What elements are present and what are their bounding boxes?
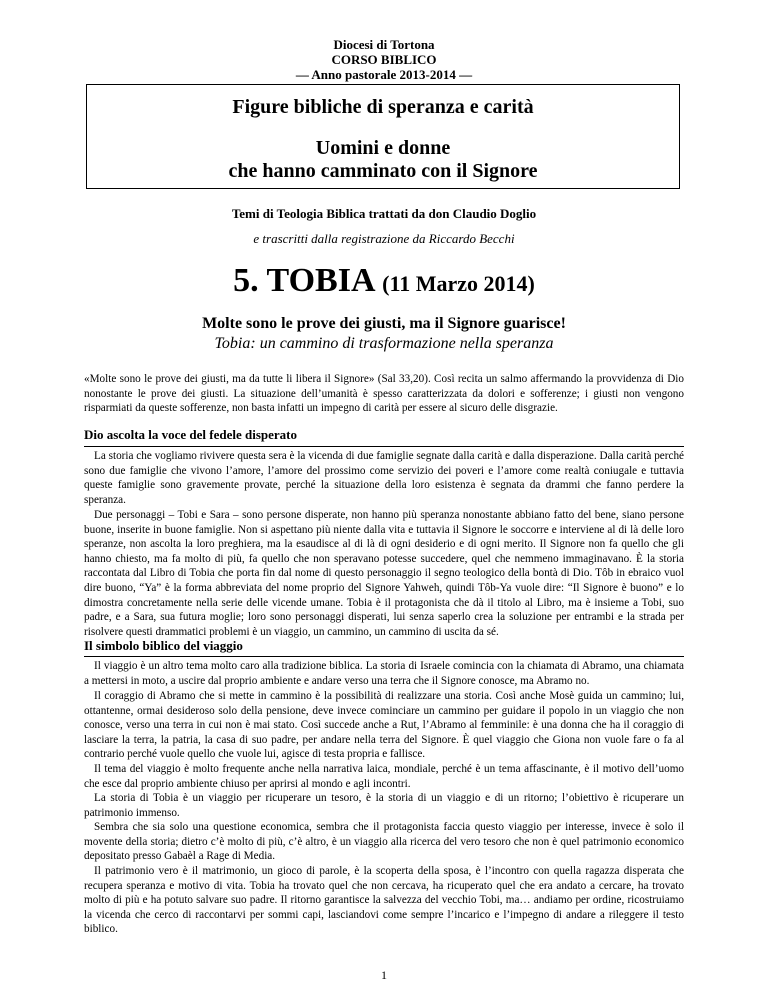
section-heading-1: Dio ascolta la voce del fedele disperato [84, 427, 298, 442]
section1-paragraph-2: Due personaggi – Tobi e Sara – sono persone disperate, non hanno più speranza nonostante abbiano fatto del bene, siano persone buone, inserite in buone famiglie. Non si aspettano più niente dalla vita e tuttavia il Signore le soccorre e interviene al di là delle loro speranze, non ascolta la loro preghiera, ma la esaudisce al di là di ogni desiderio e di ogni merito. Il Signore non fa quello che gli hanno chiesto, ma fa molto di più, fa quello che non speravano potesse succedere, quel che nemmeno immaginavano. È la storia raccontata dal Libro di Tobia che porta fin dal nome di questo personaggio il segno teologico della bontà di Dio. Tôb in ebraico vuol dire buono, “Ya” è la forma abbreviata del nome proprio del Signore Yahweh, quindi Tôb-Ya vuole dire: “Il Signore è buono” e lo dimostra concretamente nella serie delle vicende umane. Tobia è il protagonista che dà il titolo al Libro, ma è insieme a Tobi, suo padre, e a Sara, sua futura moglie; loro sono personaggi disperati, lui senza saperlo crea la soluzione per entrambi e la strada per risolvere questi drammatici problemi è un viaggio, un cammino, un cammino di uscita da sé. [84, 509, 684, 638]
header-year: — Anno pastorale 2013-2014 — [295, 67, 473, 82]
lesson-title [0, 262, 768, 300]
series-subtitle-line1: Uomini e donne [315, 137, 451, 159]
section2-paragraph-4: La storia di Tobia è un viaggio per ricuperare un tesoro, è la storia di un viaggio e di un ritorno; l’obiettivo è ricuperare un patrimonio immenso. [84, 792, 684, 819]
series-title: Figure bibliche di speranza e carità [232, 96, 534, 118]
section2-paragraph-5: Sembra che sia solo una questione economica, sembra che il protagonista faccia questo viaggio per interesse, invece è solo il movente della storia; dietro c’è molto di più, c’è altro, è un viaggio alla ricerca del vero tesoro che non è quel patrimonio economico depositato presso Gabaèl a Rage di Media. [84, 821, 684, 863]
section2-paragraph-1: Il viaggio è un altro tema molto caro alla tradizione biblica. La storia di Israele comincia con la chiamata di Abramo, una chiamata a mettersi in moto, a uscire dal proprio ambiente e andare verso una terra che il Signore conosce, ma Abramo no. [84, 660, 684, 687]
section-divider-2 [84, 656, 684, 657]
lesson-number-title: 5. TOBIA [233, 262, 374, 299]
credits-author: Temi di Teologia Biblica trattati da don Claudio Doglio [231, 206, 537, 221]
lesson-subtitle: Molte sono le prove dei giusti, ma il Signore guarisce! [202, 315, 566, 332]
header-course: CORSO BIBLICO [331, 52, 437, 67]
series-subtitle-line2: che hanno camminato con il Signore [228, 160, 538, 182]
section2-paragraph-2: Il coraggio di Abramo che si mette in cammino è la possibilità di realizzare una storia. Così anche Mosè guida un cammino; lui, ottantenne, ormai desideroso solo della pensione, deve invece cominciare un cammino per guidare il popolo in un viaggio che non conosce, verso una terra in cui non è mai stato. Così succede anche a Rut, l’Abramo al femminile: è una donna che ha il coraggio di lasciare la terra, la patria, la casa di suo padre, per andare nella terra del Signore. È quel viaggio che Giona non vuole fare o fa al contrario perché vuole quello che vuole lui, agisce di testa propria e fallisce. [84, 690, 684, 761]
section2-paragraph-3: Il tema del viaggio è molto frequente anche nella narrativa laica, mondiale, perché è un tema affascinante, è il motivo dell’uomo che esce dal proprio ambiente chiuso per aprirsi al mondo e agli incontri. [84, 763, 684, 790]
title-box [86, 84, 680, 189]
intro-paragraph: «Molte sono le prove dei giusti, ma da tutte li libera il Signore» (Sal 33,20). Così recita un salmo affermando la provvidenza di Dio nonostante le prove dei giusti. La situazione dell’umanità è spesso caratterizzata da dolori e sofferenze; i giusti non vengono risparmiati da queste sofferenze, non basta infatti un impegno di carità per essere al sicuro delle disgrazie. [84, 373, 684, 415]
section-heading-2: Il simbolo biblico del viaggio [84, 638, 243, 653]
credits-transcriber: e trascritti dalla registrazione da Riccardo Becchi [253, 231, 515, 246]
section1-paragraph-1: La storia che vogliamo rivivere questa sera è la vicenda di due famiglie segnate dalla carità e dalla disperazione. Dalla carità perché sono due famiglie che vivono l’amore, l’amore del prossimo come servizio dei poveri e l’amore come realtà coniugale e tuttavia queste famiglie sono gravemente provate, perché la situazione della loro esistenza è segnata da drammi che fanno perdere la speranza. [84, 450, 684, 506]
section-divider-1 [84, 446, 684, 447]
lesson-date: (11 Marzo 2014) [382, 271, 535, 296]
page-number: 1 [381, 968, 387, 982]
section2-paragraph-6: Il patrimonio vero è il matrimonio, un gioco di parole, è la scoperta della sposa, è l’incontro con quella ragazza disperata che recupera speranza e motivo di vita. Tobia ha trovato quel che non cercava, ha ricuperato quel che era andato a cercare, ha trovato molto di più e ha potuto salvare suo padre. Il ritorno garantisce la salvezza del vecchio Tobi, ma… andiamo per ordine, ricostruiamo la vicenda che cerco di raccontarvi per sommi capi, lasciandovi come sempre l’incarico e l’impegno di andare a rileggere il testo biblico. [84, 865, 684, 936]
header-diocese: Diocesi di Tortona [333, 37, 435, 52]
lesson-subtitle-italic: Tobia: un cammino di trasformazione nella speranza [214, 335, 554, 352]
